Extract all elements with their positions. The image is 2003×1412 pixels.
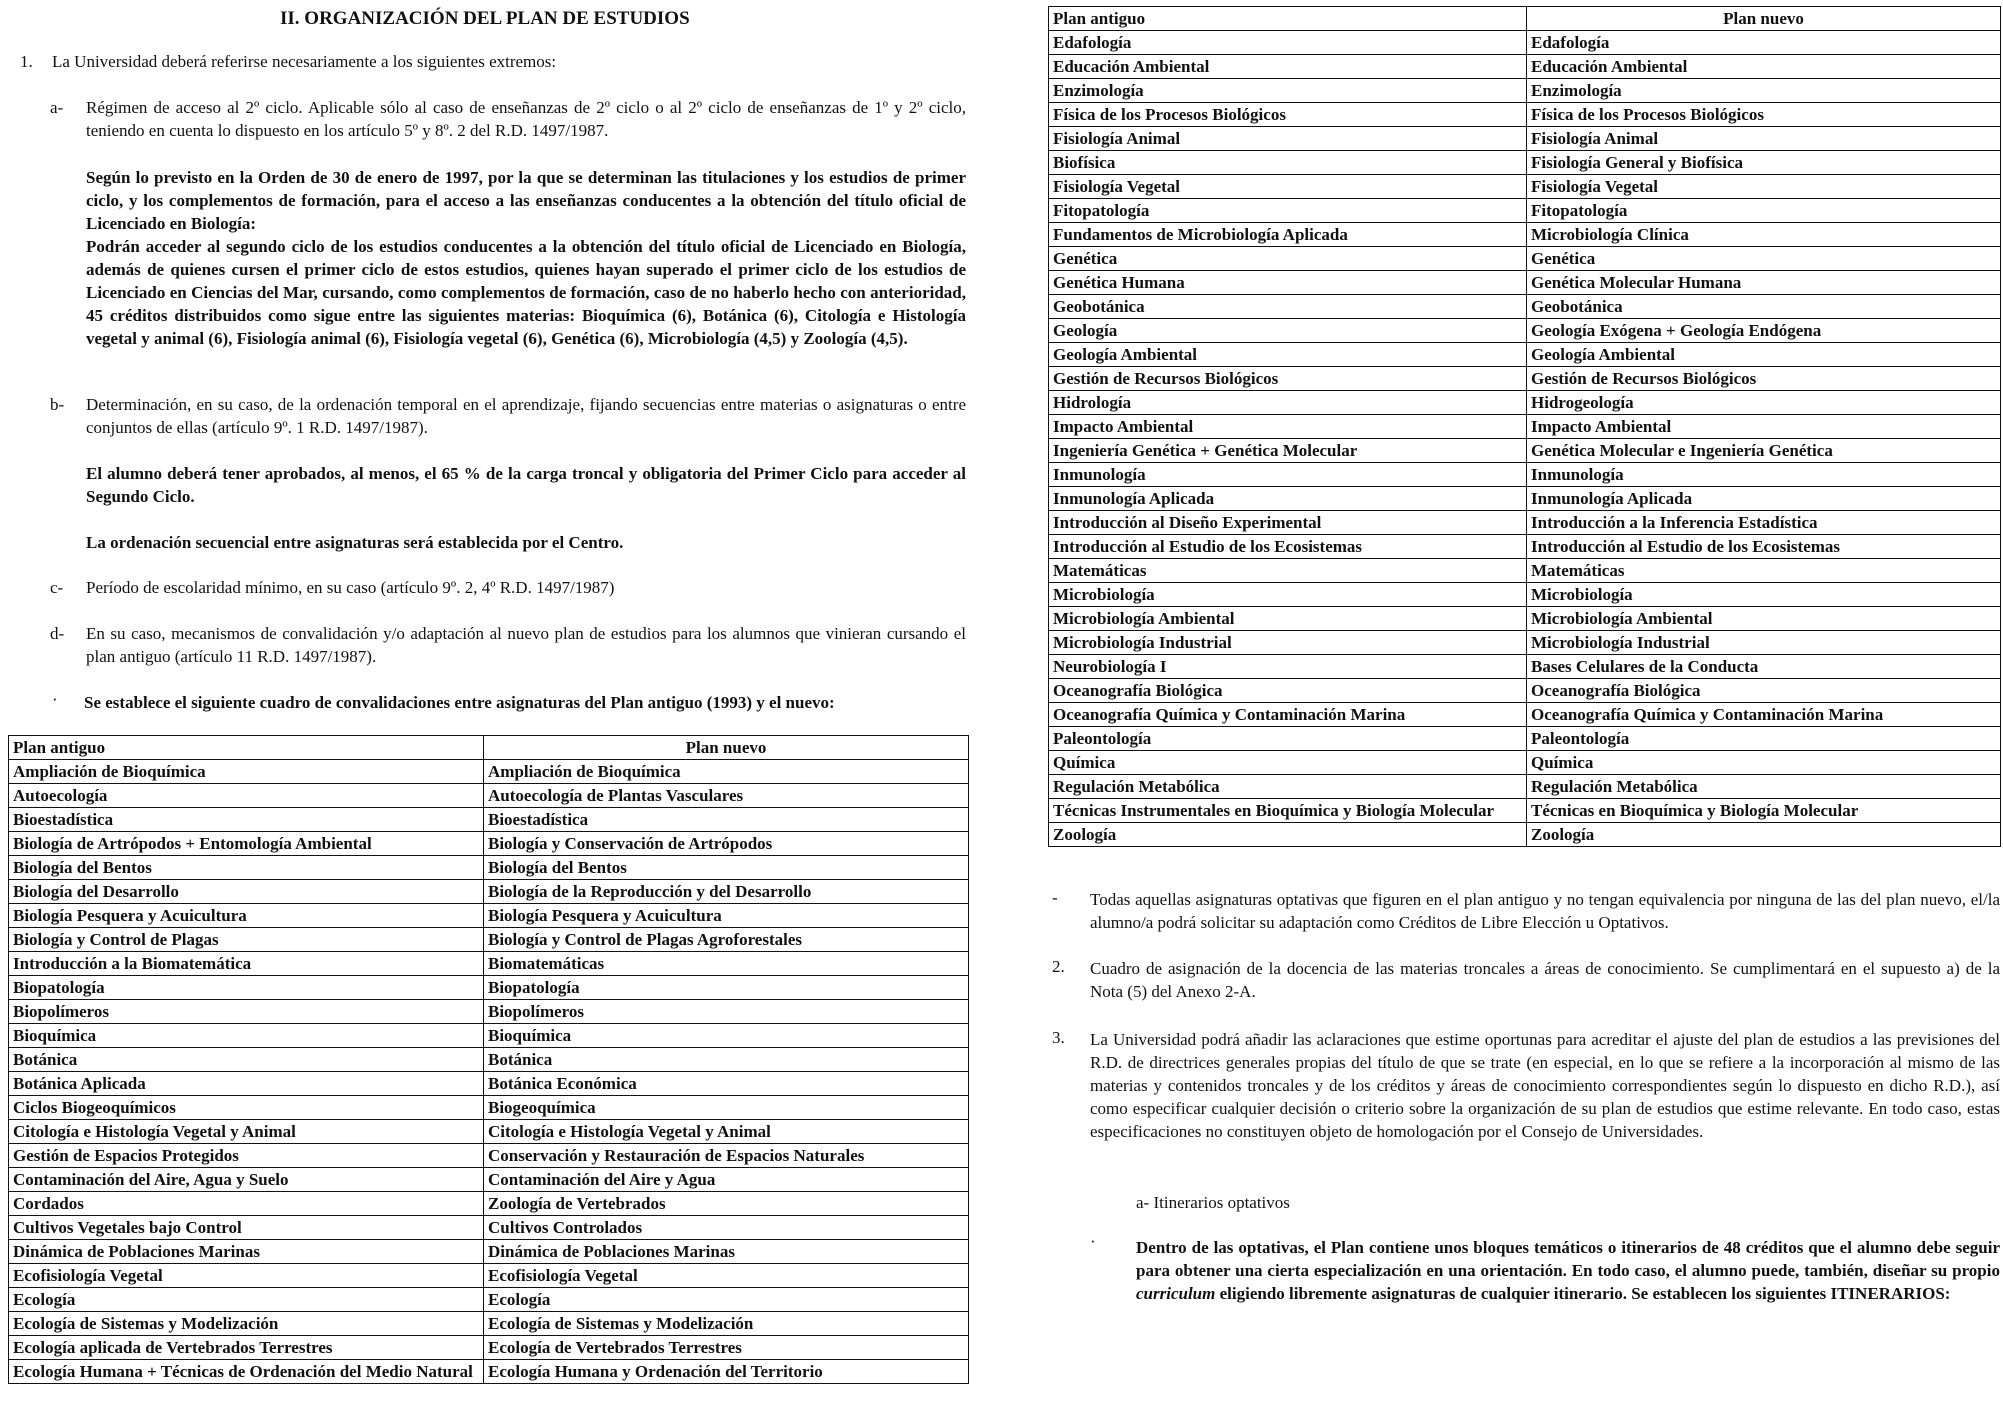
table-row [9, 856, 969, 880]
table-row [1049, 463, 2001, 487]
cell-plan-nuevo: Técnicas en Bioquímica y Biología Molecular [1527, 799, 2001, 823]
table-row [1049, 55, 2001, 79]
table-row [9, 1240, 969, 1264]
item-a-bold-paragraph-2: Podrán acceder al segundo ciclo de los estudios conducentes a la obtención del título oficial de Licenciado en Biología, además de quienes cursen el primer ciclo de estos estudios, quienes hayan superado el primer ciclo de los estudios de Licenciado en Ciencias del Mar, cursando, como complementos de formación, caso de no haberlo hecho con anterioridad, 45 créditos distribuidos como sigue entre las siguientes materias: Bioquímica (6), Botánica (6), Citología e Histología vegetal y animal (6), Fisiología animal (6), Fisiología vegetal (6), Genética (6), Microbiología (4,5) y Zoología (4,5). [86, 237, 966, 348]
table-row [9, 1216, 969, 1240]
cell-plan-nuevo: Inmunología [1527, 463, 2001, 487]
cell-plan-antiguo: Introducción al Diseño Experimental [1049, 511, 1527, 535]
item-label: a- [50, 98, 64, 117]
cell-plan-antiguo: Biología y Control de Plagas [9, 928, 484, 952]
cell-plan-antiguo: Neurobiología I [1049, 655, 1527, 679]
item-label: c- [50, 578, 64, 597]
table-body [1049, 31, 2001, 847]
cell-plan-nuevo: Biomatemáticas [484, 952, 969, 976]
table-row [1049, 607, 2001, 631]
cell-plan-nuevo: Biología y Conservación de Artrópodos [484, 832, 969, 856]
cell-plan-nuevo: Introducción al Estudio de los Ecosistemas [1527, 535, 2001, 559]
cell-plan-nuevo: Física de los Procesos Biológicos [1527, 103, 2001, 127]
cell-plan-nuevo: Ecología de Sistemas y Modelización [484, 1312, 969, 1336]
table-row [1049, 487, 2001, 511]
cell-plan-antiguo: Técnicas Instrumentales en Bioquímica y Biología Molecular [1049, 799, 1527, 823]
cell-plan-antiguo: Microbiología [1049, 583, 1527, 607]
cell-plan-antiguo: Ecología aplicada de Vertebrados Terrestres [9, 1336, 484, 1360]
cell-plan-nuevo: Biogeoquímica [484, 1096, 969, 1120]
table-row [9, 1168, 969, 1192]
cell-plan-antiguo: Fisiología Animal [1049, 127, 1527, 151]
cell-plan-nuevo: Geología Exógena + Geología Endógena [1527, 319, 2001, 343]
table-row [1049, 271, 2001, 295]
item-number: 2. [1052, 957, 1065, 976]
table-row [9, 880, 969, 904]
cell-plan-antiguo: Biología del Desarrollo [9, 880, 484, 904]
table-row [1049, 295, 2001, 319]
table-row [1049, 751, 2001, 775]
table-row [1049, 727, 2001, 751]
cell-plan-nuevo: Biopatología [484, 976, 969, 1000]
note-dash: - [1052, 888, 1058, 907]
table-row [1049, 631, 2001, 655]
cell-plan-antiguo: Botánica Aplicada [9, 1072, 484, 1096]
table-row [9, 1144, 969, 1168]
cell-plan-antiguo: Zoología [1049, 823, 1527, 847]
cell-plan-nuevo: Biopolímeros [484, 1000, 969, 1024]
cell-plan-nuevo: Oceanografía Biológica [1527, 679, 2001, 703]
table-row [9, 1312, 969, 1336]
section-title: II. ORGANIZACIÓN DEL PLAN DE ESTUDIOS [280, 8, 690, 29]
cell-plan-nuevo: Contaminación del Aire y Agua [484, 1168, 969, 1192]
table-row [1049, 223, 2001, 247]
cell-plan-antiguo: Autoecología [9, 784, 484, 808]
item-b-bold-paragraph-1: El alumno deberá tener aprobados, al menos, el 65 % de la carga troncal y obligatoria del Primer Ciclo para acceder al Segundo Ciclo. [86, 464, 966, 506]
item-b-bold-paragraph-2: La ordenación secuencial entre asignaturas será establecida por el Centro. [86, 533, 624, 552]
cell-plan-nuevo: Autoecología de Plantas Vasculares [484, 784, 969, 808]
cell-plan-nuevo: Enzimología [1527, 79, 2001, 103]
item-d-bold-text: Se establece el siguiente cuadro de convalidaciones entre asignaturas del Plan antiguo (1993) y el nuevo: [84, 693, 835, 712]
cell-plan-antiguo: Educación Ambiental [1049, 55, 1527, 79]
cell-plan-antiguo: Impacto Ambiental [1049, 415, 1527, 439]
table-row [9, 760, 969, 784]
table-row [9, 832, 969, 856]
cell-plan-antiguo: Matemáticas [1049, 559, 1527, 583]
cell-plan-nuevo: Inmunología Aplicada [1527, 487, 2001, 511]
cell-plan-antiguo: Enzimología [1049, 79, 1527, 103]
bullet: · [1090, 1232, 1096, 1251]
cell-plan-nuevo: Educación Ambiental [1527, 55, 2001, 79]
cell-plan-nuevo: Biología del Bentos [484, 856, 969, 880]
table-row [9, 928, 969, 952]
cell-plan-antiguo: Biopolímeros [9, 1000, 484, 1024]
table-row [1049, 199, 2001, 223]
table-row [1049, 151, 2001, 175]
cell-plan-antiguo: Geología Ambiental [1049, 343, 1527, 367]
item-number: 1. [20, 52, 33, 71]
table-row [1049, 103, 2001, 127]
table-row [1049, 415, 2001, 439]
cell-plan-antiguo: Dinámica de Poblaciones Marinas [9, 1240, 484, 1264]
cell-plan-nuevo: Regulación Metabólica [1527, 775, 2001, 799]
cell-plan-antiguo: Botánica [9, 1048, 484, 1072]
table-row [1049, 319, 2001, 343]
cell-plan-antiguo: Química [1049, 751, 1527, 775]
cell-plan-antiguo: Gestión de Recursos Biológicos [1049, 367, 1527, 391]
cell-plan-nuevo: Microbiología [1527, 583, 2001, 607]
table-row [1049, 823, 2001, 847]
table-row [1049, 439, 2001, 463]
cell-plan-antiguo: Regulación Metabólica [1049, 775, 1527, 799]
table-row [9, 1360, 969, 1384]
cell-plan-nuevo: Ecología de Vertebrados Terrestres [484, 1336, 969, 1360]
cell-plan-antiguo: Inmunología Aplicada [1049, 487, 1527, 511]
cell-plan-nuevo: Fisiología General y Biofísica [1527, 151, 2001, 175]
table-row [9, 1264, 969, 1288]
cell-plan-nuevo: Introducción a la Inferencia Estadística [1527, 511, 2001, 535]
item-a-bold-paragraph-1: Según lo previsto en la Orden de 30 de enero de 1997, por la que se determinan las titulaciones y los estudios de primer ciclo, y los complementos de formación, para el acceso a las enseñanzas conducentes a la obtención del título oficial de Licenciado en Biología: [86, 168, 966, 233]
table-row [9, 976, 969, 1000]
table-row [1049, 535, 2001, 559]
cell-plan-antiguo: Fitopatología [1049, 199, 1527, 223]
cell-plan-antiguo: Genética Humana [1049, 271, 1527, 295]
cell-plan-nuevo: Zoología de Vertebrados [484, 1192, 969, 1216]
cell-plan-antiguo: Microbiología Industrial [1049, 631, 1527, 655]
table-header-row [1049, 7, 2001, 31]
cell-plan-antiguo: Ciclos Biogeoquímicos [9, 1096, 484, 1120]
cell-plan-nuevo: Dinámica de Poblaciones Marinas [484, 1240, 969, 1264]
cell-plan-nuevo: Genética [1527, 247, 2001, 271]
table-row [1049, 127, 2001, 151]
table-row [1049, 31, 2001, 55]
cell-plan-nuevo: Biología Pesquera y Acuicultura [484, 904, 969, 928]
cell-plan-nuevo: Edafología [1527, 31, 2001, 55]
cell-plan-antiguo: Biología del Bentos [9, 856, 484, 880]
cell-plan-antiguo: Genética [1049, 247, 1527, 271]
cell-plan-antiguo: Biofísica [1049, 151, 1527, 175]
cell-plan-antiguo: Oceanografía Química y Contaminación Marina [1049, 703, 1527, 727]
table-row [9, 1192, 969, 1216]
cell-plan-antiguo: Gestión de Espacios Protegidos [9, 1144, 484, 1168]
cell-plan-nuevo: Biología y Control de Plagas Agroforestales [484, 928, 969, 952]
cell-plan-antiguo: Física de los Procesos Biológicos [1049, 103, 1527, 127]
cell-plan-nuevo: Gestión de Recursos Biológicos [1527, 367, 2001, 391]
item-2-text: Cuadro de asignación de la docencia de las materias troncales a áreas de conocimiento. Se cumplimentará en el supuesto a) de la Nota (5) del Anexo 2-A. [1090, 959, 2000, 1001]
item-label: d- [50, 624, 65, 643]
bullet: · [52, 690, 58, 709]
cell-plan-nuevo: Impacto Ambiental [1527, 415, 2001, 439]
cell-plan-antiguo: Fisiología Vegetal [1049, 175, 1527, 199]
item-1-text: La Universidad deberá referirse necesariamente a los siguientes extremos: [52, 52, 557, 71]
cell-plan-antiguo: Cordados [9, 1192, 484, 1216]
table-row [9, 1336, 969, 1360]
cell-plan-antiguo: Geología [1049, 319, 1527, 343]
cell-plan-nuevo: Genética Molecular Humana [1527, 271, 2001, 295]
cell-plan-antiguo: Ingeniería Genética + Genética Molecular [1049, 439, 1527, 463]
cell-plan-nuevo: Citología e Histología Vegetal y Animal [484, 1120, 969, 1144]
cell-plan-nuevo: Biología de la Reproducción y del Desarrollo [484, 880, 969, 904]
cell-plan-antiguo: Ampliación de Bioquímica [9, 760, 484, 784]
cell-plan-antiguo: Inmunología [1049, 463, 1527, 487]
cell-plan-nuevo: Fisiología Vegetal [1527, 175, 2001, 199]
table-row [1049, 343, 2001, 367]
table-row [9, 784, 969, 808]
cell-plan-nuevo: Botánica Económica [484, 1072, 969, 1096]
cell-plan-nuevo: Paleontología [1527, 727, 2001, 751]
item-3-text: La Universidad podrá añadir las aclaraciones que estime oportunas para acreditar el ajuste del plan de estudios a las previsiones del R.D. de directrices generales propias del título de que se trate (en especial, en lo que se refiere a la incorporación al mismo de las materias y contenidos troncales y de los créditos y áreas de conocimiento correspondientes según lo dispuesto en dicho R.D.), así como especificar cualquier decisión o criterio sobre la organización de su plan de estudios que estime relevante. En todo caso, estas especificaciones no constituyen objeto de homologación por el Consejo de Universidades. [1090, 1030, 2000, 1141]
item-label: b- [50, 395, 65, 414]
cell-plan-nuevo: Ecología Humana y Ordenación del Territorio [484, 1360, 969, 1384]
item-a-text: Régimen de acceso al 2º ciclo. Aplicable sólo al caso de enseñanzas de 2º ciclo o al 2º ciclo de enseñanzas de 1º y 2º ciclo, teniendo en cuenta lo dispuesto en los artículo 5º y 8º. 2 del R.D. 1497/1987. [86, 98, 966, 140]
table-row [1049, 655, 2001, 679]
cell-plan-antiguo: Cultivos Vegetales bajo Control [9, 1216, 484, 1240]
cell-plan-nuevo: Microbiología Clínica [1527, 223, 2001, 247]
table-row [9, 1000, 969, 1024]
cell-plan-antiguo: Introducción al Estudio de los Ecosistemas [1049, 535, 1527, 559]
cell-plan-antiguo: Bioestadística [9, 808, 484, 832]
header-plan-nuevo: Plan nuevo [1527, 7, 2001, 31]
table-row [9, 1072, 969, 1096]
convalidation-table-left [8, 735, 969, 1384]
table-row [9, 904, 969, 928]
cell-plan-antiguo: Ecofisiología Vegetal [9, 1264, 484, 1288]
cell-plan-nuevo: Fisiología Animal [1527, 127, 2001, 151]
table-row [1049, 583, 2001, 607]
item-d-text: En su caso, mecanismos de convalidación y/o adaptación al nuevo plan de estudios para los alumnos que vinieran cursando el plan antiguo (artículo 11 R.D. 1497/1987). [86, 624, 966, 666]
cell-plan-nuevo: Ecología [484, 1288, 969, 1312]
cell-plan-antiguo: Edafología [1049, 31, 1527, 55]
cell-plan-nuevo: Conservación y Restauración de Espacios Naturales [484, 1144, 969, 1168]
header-plan-nuevo: Plan nuevo [484, 736, 969, 760]
item-number: 3. [1052, 1028, 1065, 1047]
item-b-text: Determinación, en su caso, de la ordenación temporal en el aprendizaje, fijando secuencias entre materias o asignaturas o entre conjuntos de ellas (artículo 9º. 1 R.D. 1497/1987). [86, 395, 966, 437]
cell-plan-nuevo: Zoología [1527, 823, 2001, 847]
cell-plan-antiguo: Ecología Humana + Técnicas de Ordenación del Medio Natural [9, 1360, 484, 1384]
itinerarios-text-end: eligiendo libremente asignaturas de cualquier itinerario. Se establecen los siguientes ITINERARIOS: [1215, 1284, 1951, 1303]
cell-plan-nuevo: Microbiología Ambiental [1527, 607, 2001, 631]
cell-plan-antiguo: Bioquímica [9, 1024, 484, 1048]
cell-plan-nuevo: Matemáticas [1527, 559, 2001, 583]
cell-plan-nuevo: Fitopatología [1527, 199, 2001, 223]
cell-plan-nuevo: Microbiología Industrial [1527, 631, 2001, 655]
header-plan-antiguo: Plan antiguo [1049, 7, 1527, 31]
item-c-text: Período de escolaridad mínimo, en su caso (artículo 9º. 2, 4º R.D. 1497/1987) [86, 578, 615, 597]
table-row [1049, 175, 2001, 199]
cell-plan-antiguo: Contaminación del Aire, Agua y Suelo [9, 1168, 484, 1192]
table-row [1049, 79, 2001, 103]
cell-plan-antiguo: Introducción a la Biomatemática [9, 952, 484, 976]
table-row [9, 1024, 969, 1048]
table-row [1049, 559, 2001, 583]
cell-plan-nuevo: Cultivos Controlados [484, 1216, 969, 1240]
note-text: Todas aquellas asignaturas optativas que figuren en el plan antiguo y no tengan equivalencia por ninguna de las del plan nuevo, el/la alumno/a podrá solicitar su adaptación como Créditos de Libre Elección u Optativos. [1090, 890, 2000, 932]
cell-plan-antiguo: Ecología [9, 1288, 484, 1312]
cell-plan-antiguo: Oceanografía Biológica [1049, 679, 1527, 703]
cell-plan-nuevo: Bioquímica [484, 1024, 969, 1048]
table-row [1049, 703, 2001, 727]
cell-plan-antiguo: Microbiología Ambiental [1049, 607, 1527, 631]
cell-plan-nuevo: Genética Molecular e Ingeniería Genética [1527, 439, 2001, 463]
table-row [9, 1288, 969, 1312]
cell-plan-nuevo: Bases Celulares de la Conducta [1527, 655, 2001, 679]
table-body [9, 760, 969, 1384]
cell-plan-nuevo: Botánica [484, 1048, 969, 1072]
cell-plan-nuevo: Geobotánica [1527, 295, 2001, 319]
cell-plan-antiguo: Biología Pesquera y Acuicultura [9, 904, 484, 928]
cell-plan-antiguo: Hidrología [1049, 391, 1527, 415]
cell-plan-antiguo: Fundamentos de Microbiología Aplicada [1049, 223, 1527, 247]
cell-plan-nuevo: Hidrogeología [1527, 391, 2001, 415]
table-row [1049, 775, 2001, 799]
cell-plan-nuevo: Química [1527, 751, 2001, 775]
itinerarios-text-start: Dentro de las optativas, el Plan contiene unos bloques temáticos o itinerarios de 48 créditos que el alumno debe seguir para obtener una cierta especialización en una orientación. En todo caso, el alumno puede, también, diseñar su propio [1136, 1238, 2000, 1280]
table-row [9, 808, 969, 832]
table-row [1049, 367, 2001, 391]
itinerarios-paragraph [1136, 1236, 2000, 1305]
header-plan-antiguo: Plan antiguo [9, 736, 484, 760]
cell-plan-nuevo: Ecofisiología Vegetal [484, 1264, 969, 1288]
table-header-row [9, 736, 969, 760]
cell-plan-antiguo: Geobotánica [1049, 295, 1527, 319]
table-row [9, 1096, 969, 1120]
cell-plan-antiguo: Paleontología [1049, 727, 1527, 751]
cell-plan-nuevo: Bioestadística [484, 808, 969, 832]
cell-plan-nuevo: Geología Ambiental [1527, 343, 2001, 367]
table-row [1049, 679, 2001, 703]
cell-plan-nuevo: Ampliación de Bioquímica [484, 760, 969, 784]
table-row [9, 952, 969, 976]
table-row [1049, 799, 2001, 823]
convalidation-table-right [1048, 6, 2001, 847]
cell-plan-antiguo: Ecología de Sistemas y Modelización [9, 1312, 484, 1336]
table-row [1049, 247, 2001, 271]
cell-plan-antiguo: Citología e Histología Vegetal y Animal [9, 1120, 484, 1144]
table-row [1049, 511, 2001, 535]
table-row [9, 1048, 969, 1072]
cell-plan-nuevo: Oceanografía Química y Contaminación Marina [1527, 703, 2001, 727]
itinerarios-heading: a- Itinerarios optativos [1136, 1193, 1290, 1212]
table-row [1049, 391, 2001, 415]
cell-plan-antiguo: Biopatología [9, 976, 484, 1000]
itinerarios-italic-word: curriculum [1136, 1284, 1216, 1303]
cell-plan-antiguo: Biología de Artrópodos + Entomología Ambiental [9, 832, 484, 856]
table-row [9, 1120, 969, 1144]
